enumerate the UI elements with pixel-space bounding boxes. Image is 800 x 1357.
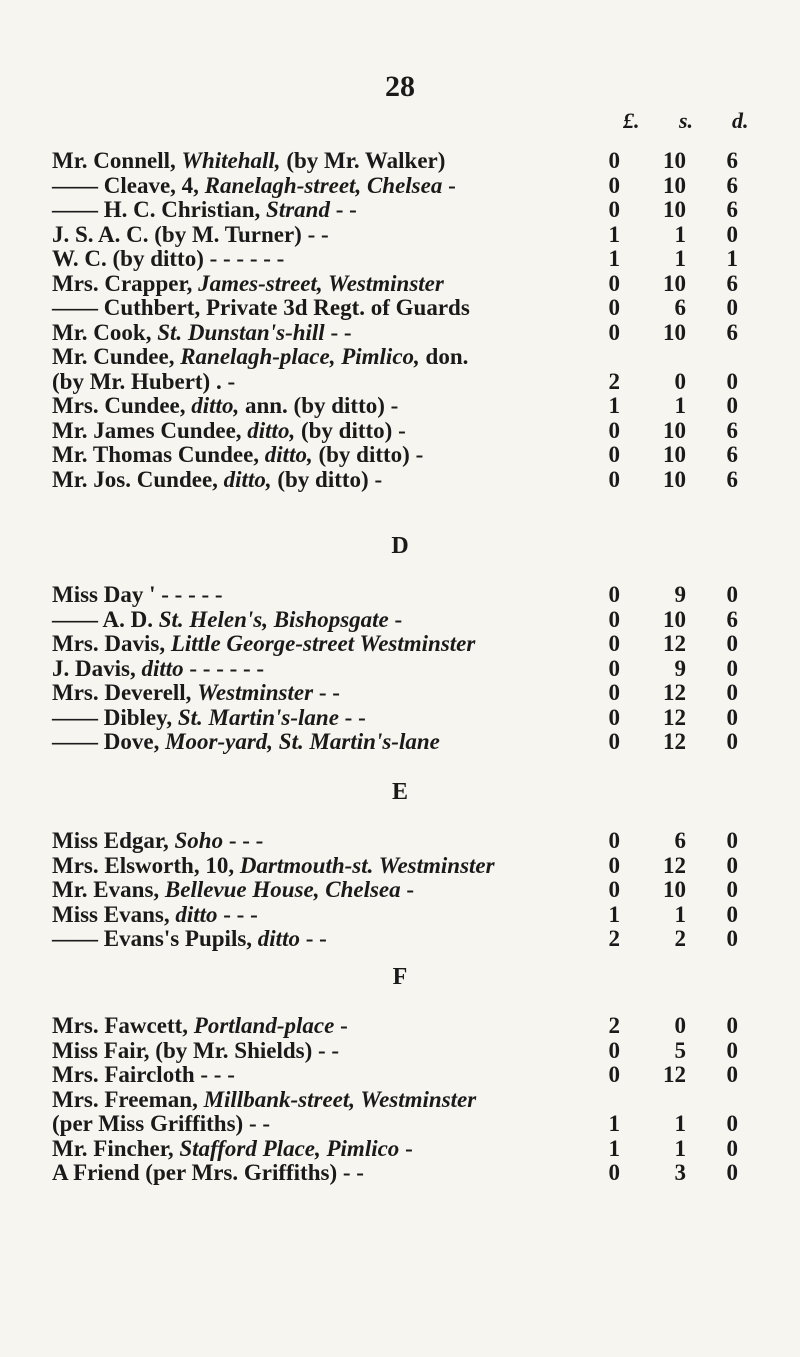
shillings-value: 1 [674, 393, 686, 418]
entry-name: Mrs. Fawcett, Portland-place - [52, 1013, 348, 1038]
shillings-value: 10 [663, 197, 686, 222]
shillings-value: 12 [663, 1062, 686, 1087]
pence-value: 0 [726, 1037, 738, 1063]
pounds-value: 0 [608, 828, 620, 853]
pounds-value: 2 [608, 368, 620, 394]
shillings-value: 10 [663, 172, 686, 198]
pence-value: 6 [726, 417, 738, 443]
section-heading: D [391, 533, 409, 559]
pence-header: d. [732, 108, 749, 133]
pounds-value: 1 [608, 1111, 620, 1136]
pence-value: 1 [726, 246, 738, 271]
pounds-value: 1 [608, 1135, 620, 1161]
shillings-value: 10 [663, 442, 686, 467]
shillings-value: 1 [674, 1135, 686, 1161]
pence-value: 0 [726, 1135, 738, 1161]
entry-name: Miss Day ' - - - - - [52, 582, 223, 607]
pounds-value: 0 [608, 1160, 620, 1185]
shillings-value: 0 [674, 368, 686, 394]
pence-value: 0 [726, 582, 738, 607]
entry-name: —— Cuthbert, Private 3d Regt. of Guards [52, 295, 470, 320]
entry-name: Mrs. Faircloth - - - [52, 1062, 235, 1087]
shillings-value: 10 [663, 417, 686, 443]
entry-name: Mrs. Elsworth, 10, Dartmouth-st. Westminster [52, 852, 495, 878]
entry-name: Mrs. Deverell, Westminster - - [52, 680, 340, 705]
pence-value: 6 [726, 197, 738, 222]
pence-value: 0 [726, 680, 738, 705]
pence-value: 0 [726, 729, 738, 754]
shillings-value: 0 [674, 1013, 686, 1038]
pounds-value: 0 [608, 1037, 620, 1063]
entry-name: J. Davis, ditto - - - - - - [52, 655, 265, 681]
pence-value: 0 [726, 1111, 738, 1136]
entry-name: Miss Edgar, Soho - - - [52, 828, 264, 853]
entry-name: J. S. A. C. (by M. Turner) - - [52, 221, 329, 247]
shillings-value: 12 [663, 704, 686, 730]
pence-value: 0 [726, 631, 738, 656]
pounds-value: 0 [608, 148, 620, 173]
pence-value: 0 [726, 221, 738, 247]
pence-value: 6 [726, 466, 738, 492]
shillings-value: 12 [663, 729, 686, 754]
section-heading: E [391, 779, 408, 805]
pounds-value: 0 [608, 655, 620, 681]
list-item [0, 1160, 800, 1188]
pence-value: 0 [726, 901, 738, 927]
entry-name: Mrs. Crapper, James-street, Westminster [52, 270, 444, 296]
pence-value: 0 [726, 368, 738, 394]
pounds-value: 0 [608, 704, 620, 730]
entry-name: Mr. Fincher, Stafford Place, Pimlico - [52, 1135, 413, 1161]
entry-name: Mr. Cook, St. Dunstan's-hill - - [52, 319, 352, 345]
pence-value: 0 [726, 828, 738, 853]
pence-value: 6 [726, 270, 738, 296]
entry-name: —— Evans's Pupils, ditto - - [52, 926, 327, 951]
shillings-value: 10 [663, 606, 686, 632]
pounds-value: 0 [608, 852, 620, 878]
shillings-value: 6 [674, 295, 686, 320]
shillings-value: 10 [663, 270, 686, 296]
shillings-value: 12 [663, 852, 686, 878]
pounds-value: 0 [608, 680, 620, 705]
pounds-value: 0 [608, 417, 620, 443]
entry-name: Mrs. Davis, Little George-street Westminster [52, 631, 476, 656]
page-number: 28 [385, 70, 415, 103]
entry-name: Mr. Connell, Whitehall, (by Mr. Walker) [52, 148, 446, 173]
list-item [0, 926, 800, 954]
entry-name: Miss Evans, ditto - - - [52, 901, 258, 927]
entry-name: Mr. Evans, Bellevue House, Chelsea - [52, 877, 415, 902]
pounds-value: 1 [608, 246, 620, 271]
shillings-value: 3 [674, 1160, 686, 1185]
pence-value: 0 [726, 704, 738, 730]
pence-value: 0 [726, 1160, 738, 1185]
entry-name: Mrs. Freeman, Millbank-street, Westminster [52, 1086, 477, 1112]
pence-value: 0 [726, 393, 738, 418]
pounds-value: 0 [608, 172, 620, 198]
shillings-value: 1 [674, 246, 686, 271]
pounds-header: £. [623, 108, 640, 133]
pounds-value: 2 [608, 1013, 620, 1038]
entry-name: (per Miss Griffiths) - - [52, 1111, 271, 1136]
pounds-value: 0 [608, 729, 620, 754]
shillings-value: 1 [674, 221, 686, 247]
list-item [0, 467, 800, 495]
pence-value: 6 [726, 148, 738, 173]
pence-value: 6 [726, 319, 738, 345]
pence-value: 0 [726, 1062, 738, 1087]
entry-name: —— Dibley, St. Martin's-lane - - [52, 704, 366, 730]
entry-name: Mr. Jos. Cundee, ditto, (by ditto) - [52, 466, 383, 492]
entry-name: W. C. (by ditto) - - - - - - [52, 246, 285, 271]
pence-value: 0 [726, 295, 738, 320]
pounds-value: 0 [608, 442, 620, 467]
entry-name: —— H. C. Christian, Strand - - [52, 197, 357, 222]
entry-name: —— Cleave, 4, Ranelagh-street, Chelsea - [52, 172, 456, 198]
entry-name: Mr. Thomas Cundee, ditto, (by ditto) - [52, 442, 424, 467]
shillings-value: 2 [674, 926, 686, 951]
shillings-value: 1 [674, 1111, 686, 1136]
shillings-value: 9 [674, 582, 686, 607]
shillings-value: 9 [674, 655, 686, 681]
pounds-value: 1 [608, 901, 620, 927]
pounds-value: 0 [608, 466, 620, 492]
pounds-value: 0 [608, 270, 620, 296]
pounds-value: 0 [608, 631, 620, 656]
shillings-value: 10 [663, 319, 686, 345]
pence-value: 6 [726, 172, 738, 198]
shillings-value: 10 [663, 466, 686, 492]
shillings-value: 1 [674, 901, 686, 927]
pounds-value: 0 [608, 1062, 620, 1087]
shillings-value: 5 [674, 1037, 686, 1063]
pence-value: 0 [726, 926, 738, 951]
shillings-header: s. [679, 108, 694, 133]
entry-name: A Friend (per Mrs. Griffiths) - - [52, 1160, 364, 1185]
pence-value: 0 [726, 852, 738, 878]
entry-name: (by Mr. Hubert) . - [52, 368, 236, 394]
pence-value: 6 [726, 442, 738, 467]
pence-value: 0 [726, 1013, 738, 1038]
shillings-value: 12 [663, 631, 686, 656]
entry-name: —— A. D. St. Helen's, Bishopsgate - [52, 606, 403, 632]
entry-name: —— Dove, Moor-yard, St. Martin's-lane [52, 729, 440, 754]
list-item [0, 729, 800, 757]
entry-name: Mr. Cundee, Ranelagh-place, Pimlico, don. [52, 344, 469, 369]
pounds-value: 0 [608, 295, 620, 320]
pounds-value: 1 [608, 221, 620, 247]
shillings-value: 10 [663, 877, 686, 902]
pounds-value: 0 [608, 197, 620, 222]
pounds-value: 2 [608, 926, 620, 951]
entry-name: Mr. James Cundee, ditto, (by ditto) - [52, 417, 406, 443]
entry-name: Miss Fair, (by Mr. Shields) - - [52, 1037, 340, 1063]
pounds-value: 1 [608, 393, 620, 418]
pounds-value: 0 [608, 606, 620, 632]
pence-value: 6 [726, 606, 738, 632]
pence-value: 0 [726, 877, 738, 902]
shillings-value: 10 [663, 148, 686, 173]
shillings-value: 6 [674, 828, 686, 853]
pounds-value: 0 [608, 877, 620, 902]
pounds-value: 0 [608, 582, 620, 607]
entry-name: Mrs. Cundee, ditto, ann. (by ditto) - [52, 393, 399, 418]
pounds-value: 0 [608, 319, 620, 345]
shillings-value: 12 [663, 680, 686, 705]
pence-value: 0 [726, 655, 738, 681]
section-heading: F [392, 964, 408, 990]
